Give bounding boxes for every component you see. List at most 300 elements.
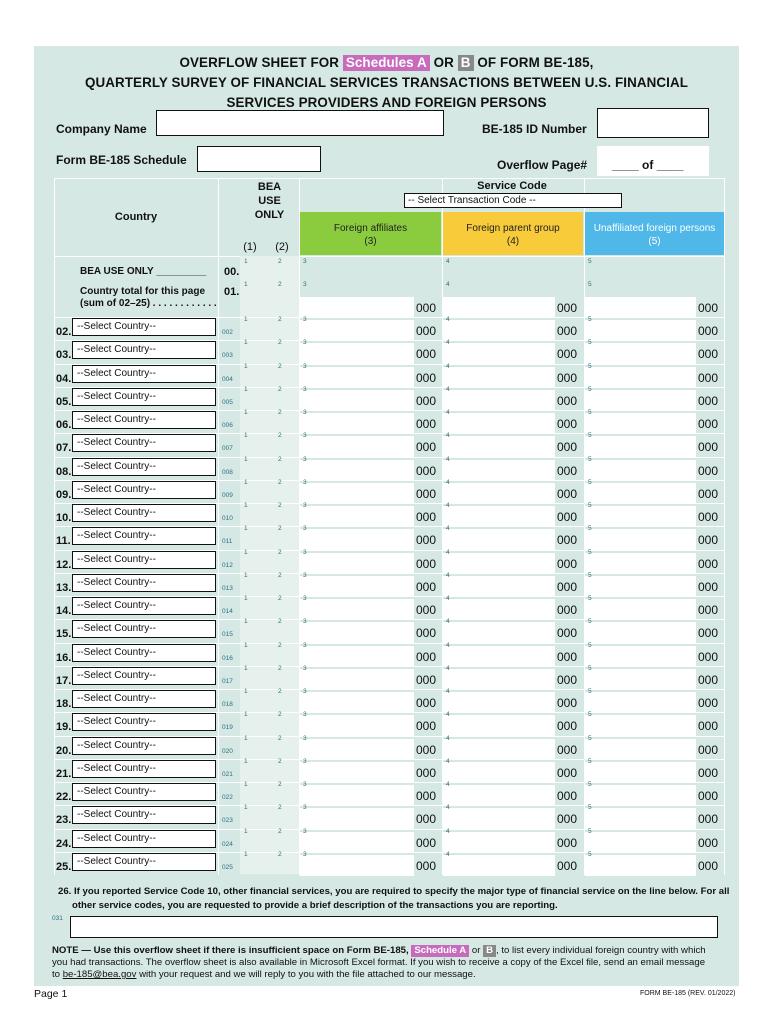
transaction-code-select[interactable]: -- Select Transaction Code --	[404, 193, 622, 208]
amount-input[interactable]	[585, 808, 696, 829]
amount-input[interactable]	[300, 436, 414, 457]
col-code: 3	[303, 409, 307, 416]
amount-input[interactable]	[443, 297, 555, 318]
amount-input[interactable]	[585, 832, 696, 853]
thousands-suffix: 000	[698, 812, 719, 826]
col-code: 2	[278, 339, 282, 346]
country-select[interactable]: --Select Country--	[72, 737, 216, 755]
thousands-suffix: 000	[557, 487, 578, 501]
col-code: 1	[244, 363, 248, 370]
schedule-b-badge: B	[458, 55, 474, 71]
row-number: 03.	[56, 349, 72, 361]
col-code: 5	[588, 281, 592, 288]
col-code: 4	[446, 479, 450, 486]
schedules-a-badge: Schedules A	[343, 55, 430, 71]
thousands-suffix: 000	[698, 487, 719, 501]
col-code: 2	[278, 456, 282, 463]
row-code: 008	[222, 469, 233, 476]
row-code: 017	[222, 678, 233, 685]
col-code: 5	[588, 525, 592, 532]
col-code: 5	[588, 502, 592, 509]
amount-input[interactable]	[300, 460, 414, 481]
col-code: 2	[278, 549, 282, 556]
col-code: 4	[446, 665, 450, 672]
col-code: 1	[244, 595, 248, 602]
row-code: 025	[222, 864, 233, 871]
amount-input[interactable]	[300, 599, 414, 620]
thousands-suffix: 000	[416, 347, 437, 361]
amount-input[interactable]	[443, 367, 555, 388]
amount-input[interactable]	[443, 576, 555, 597]
amount-input[interactable]	[443, 506, 555, 527]
thousands-suffix: 000	[698, 464, 719, 478]
amount-input[interactable]	[300, 855, 414, 876]
col-code: 2	[278, 804, 282, 811]
col-code: 5	[588, 618, 592, 625]
country-select[interactable]: --Select Country--	[72, 853, 216, 871]
amount-input[interactable]	[300, 762, 414, 783]
country-select[interactable]: --Select Country--	[72, 341, 216, 359]
country-select[interactable]: --Select Country--	[72, 504, 216, 522]
col-code: 5	[588, 851, 592, 858]
col-code: 3	[303, 642, 307, 649]
col-code: 1	[244, 316, 248, 323]
note-line-3-rest: with your request and we will reply to you with the file attached to our message.	[139, 969, 476, 980]
amount-input[interactable]	[585, 739, 696, 760]
thousands-suffix: 000	[557, 371, 578, 385]
col-code: 5	[588, 549, 592, 556]
thousands-suffix: 000	[557, 603, 578, 617]
col-code: 3	[303, 735, 307, 742]
amount-input[interactable]	[585, 367, 696, 388]
col-code: 4	[446, 781, 450, 788]
note-line-3	[52, 969, 476, 981]
schedule-input[interactable]	[197, 146, 321, 172]
thousands-suffix: 000	[416, 743, 437, 757]
amount-input[interactable]	[585, 297, 696, 318]
col-code: 4	[446, 758, 450, 765]
amount-input[interactable]	[443, 739, 555, 760]
amount-input[interactable]	[585, 460, 696, 481]
row-number: 02.	[56, 326, 72, 338]
amount-input[interactable]	[585, 622, 696, 643]
country-select[interactable]: --Select Country--	[72, 434, 216, 452]
thousands-suffix: 000	[557, 324, 578, 338]
note-schedule-b-badge: B	[483, 945, 496, 957]
col-code: 3	[303, 339, 307, 346]
id-number-input[interactable]	[597, 108, 709, 138]
amount-input[interactable]	[585, 692, 696, 713]
col-code: 4	[446, 339, 450, 346]
row-number: 06.	[56, 419, 72, 431]
thousands-suffix: 000	[698, 789, 719, 803]
row-number: 13.	[56, 582, 72, 594]
col-code: 4	[446, 409, 450, 416]
col-code: 5	[588, 386, 592, 393]
col-code: 3	[303, 502, 307, 509]
col-code: 4	[446, 258, 450, 265]
title-text-end: OF FORM BE-185,	[477, 55, 594, 70]
col-code: 4	[446, 851, 450, 858]
thousands-suffix: 000	[416, 696, 437, 710]
country-select[interactable]: --Select Country--	[72, 574, 216, 592]
col-code: 1	[244, 258, 248, 265]
company-name-input[interactable]	[156, 110, 444, 136]
row-number: 24.	[56, 838, 72, 850]
thousands-suffix: 000	[698, 580, 719, 594]
title-line-2: QUARTERLY SURVEY OF FINANCIAL SERVICES TRANSACTIONS BETWEEN U.S. FINANCIAL	[84, 75, 689, 90]
schedule-label: Form BE-185 Schedule	[56, 153, 187, 167]
thousands-suffix: 000	[416, 719, 437, 733]
amount-input[interactable]	[300, 529, 414, 550]
amount-input[interactable]	[585, 576, 696, 597]
country-select[interactable]: --Select Country--	[72, 318, 216, 336]
row-code: 024	[222, 841, 233, 848]
amount-input[interactable]	[443, 436, 555, 457]
thousands-suffix: 000	[557, 859, 578, 873]
country-select[interactable]: --Select Country--	[72, 644, 216, 662]
note-schedule-a-badge: Schedule A	[411, 945, 469, 957]
row-number: 07.	[56, 442, 72, 454]
amount-input[interactable]	[443, 855, 555, 876]
amount-input[interactable]	[585, 553, 696, 574]
thousands-suffix: 000	[698, 440, 719, 454]
unaffiliated-num: (5)	[648, 236, 661, 247]
row-number: 19.	[56, 721, 72, 733]
note-or: or	[471, 945, 481, 956]
col-code: 4	[446, 502, 450, 509]
form-revision: FORM BE-185 (REV. 01/2022)	[640, 990, 736, 997]
row-code: 010	[222, 515, 233, 522]
thousands-suffix: 000	[557, 766, 578, 780]
amount-input[interactable]	[443, 599, 555, 620]
email-link[interactable]: be-185@bea.gov	[62, 969, 137, 980]
col-code: 3	[303, 525, 307, 532]
amount-input[interactable]	[443, 669, 555, 690]
bea-use-only-row-label: BEA USE ONLY _________	[80, 266, 207, 277]
col-code: 2	[278, 688, 282, 695]
amount-input[interactable]	[300, 808, 414, 829]
thousands-suffix: 000	[416, 371, 437, 385]
col-code: 3	[303, 316, 307, 323]
row-number: 14.	[56, 605, 72, 617]
country-select[interactable]: --Select Country--	[72, 458, 216, 476]
amount-input[interactable]	[300, 483, 414, 504]
row-code: 020	[222, 748, 233, 755]
thousands-suffix: 000	[698, 673, 719, 687]
thousands-suffix: 000	[698, 557, 719, 571]
row-code: 003	[222, 352, 233, 359]
col-code: 3	[303, 595, 307, 602]
amount-input[interactable]	[443, 390, 555, 411]
amount-input[interactable]	[585, 343, 696, 364]
page-of-text: ____ of ____	[612, 158, 684, 172]
amount-input[interactable]	[300, 669, 414, 690]
country-header: Country	[114, 211, 158, 223]
thousands-suffix: 000	[698, 626, 719, 640]
country-select[interactable]: --Select Country--	[72, 597, 216, 615]
thousands-suffix: 000	[698, 696, 719, 710]
col-code: 1	[244, 618, 248, 625]
amount-input[interactable]	[443, 622, 555, 643]
country-select[interactable]: --Select Country--	[72, 481, 216, 499]
col-code: 3	[303, 258, 307, 265]
col-code: 3	[303, 456, 307, 463]
title-line-3: SERVICES PROVIDERS AND FOREIGN PERSONS	[226, 95, 547, 110]
form-title	[34, 53, 739, 113]
country-select[interactable]: --Select Country--	[72, 411, 216, 429]
amount-input[interactable]	[443, 460, 555, 481]
amount-input[interactable]	[443, 808, 555, 829]
amount-input[interactable]	[300, 413, 414, 434]
country-total-sum: (sum of 02–25) . . . . . . . . . . . .	[80, 298, 217, 309]
col-code: 3	[303, 432, 307, 439]
amount-input[interactable]	[585, 320, 696, 341]
col-code: 1	[244, 828, 248, 835]
col-code: 2	[278, 432, 282, 439]
amount-input[interactable]	[585, 529, 696, 550]
col-code: 3	[303, 281, 307, 288]
amount-input[interactable]	[585, 413, 696, 434]
thousands-suffix: 000	[416, 789, 437, 803]
row-number: 22.	[56, 791, 72, 803]
col-code: 5	[588, 735, 592, 742]
thousands-suffix: 000	[557, 301, 578, 315]
thousands-suffix: 000	[416, 603, 437, 617]
col-code: 5	[588, 828, 592, 835]
amount-input[interactable]	[300, 343, 414, 364]
col-code: 4	[446, 735, 450, 742]
thousands-suffix: 000	[416, 487, 437, 501]
col-code: 2	[278, 828, 282, 835]
country-select[interactable]: --Select Country--	[72, 365, 216, 383]
amount-input[interactable]	[300, 297, 414, 318]
company-name-label: Company Name	[56, 122, 147, 136]
amount-input[interactable]	[300, 715, 414, 736]
country-select[interactable]: --Select Country--	[72, 551, 216, 569]
amount-input[interactable]	[443, 762, 555, 783]
col-code: 5	[588, 711, 592, 718]
amount-input[interactable]	[585, 762, 696, 783]
col-code: 5	[588, 432, 592, 439]
col-code: 4	[446, 572, 450, 579]
col-code: 5	[588, 642, 592, 649]
amount-input[interactable]	[300, 576, 414, 597]
parent-text: Foreign parent group	[466, 223, 560, 234]
country-select[interactable]: --Select Country--	[72, 783, 216, 801]
col-code: 4	[446, 804, 450, 811]
row-code: 013	[222, 585, 233, 592]
amount-input[interactable]	[443, 785, 555, 806]
thousands-suffix: 000	[416, 324, 437, 338]
col-code: 5	[588, 688, 592, 695]
col-code: 1	[244, 642, 248, 649]
row-number: 08.	[56, 466, 72, 478]
col-code: 2	[278, 618, 282, 625]
col-code: 4	[446, 642, 450, 649]
row-number: 25.	[56, 861, 72, 873]
country-select[interactable]: --Select Country--	[72, 760, 216, 778]
thousands-suffix: 000	[698, 324, 719, 338]
service-code-header: Service Code	[477, 180, 547, 192]
col-code: 1	[244, 665, 248, 672]
col-code: 4	[446, 432, 450, 439]
col-code: 2	[278, 502, 282, 509]
title-or: OR	[433, 55, 454, 70]
amount-input[interactable]	[585, 436, 696, 457]
country-select[interactable]: --Select Country--	[72, 527, 216, 545]
thousands-suffix: 000	[557, 580, 578, 594]
amount-input[interactable]	[443, 529, 555, 550]
row-code: 014	[222, 608, 233, 615]
thousands-suffix: 000	[698, 859, 719, 873]
note-line-2: you had transactions. The overflow sheet is also available in Microsoft Excel format. If you wish to receive a copy of the Excel file, send an email message	[52, 957, 706, 968]
amount-input[interactable]	[443, 320, 555, 341]
line-26-text-1: 26. If you reported Service Code 10, other financial services, you are required to specify the major type of financial service on the line below. For all	[58, 886, 730, 897]
row-code: 023	[222, 817, 233, 824]
country-select[interactable]: --Select Country--	[72, 667, 216, 685]
col-code: 1	[244, 281, 248, 288]
thousands-suffix: 000	[416, 673, 437, 687]
amount-input[interactable]	[300, 692, 414, 713]
amount-input[interactable]	[300, 506, 414, 527]
country-select[interactable]: --Select Country--	[72, 830, 216, 848]
col1-header: (1)	[243, 241, 257, 253]
col2-header: (2)	[275, 241, 289, 253]
thousands-suffix: 000	[698, 533, 719, 547]
row-code: 005	[222, 399, 233, 406]
col-code: 5	[588, 316, 592, 323]
amount-input[interactable]	[585, 390, 696, 411]
row-number: 20.	[56, 745, 72, 757]
thousands-suffix: 000	[416, 812, 437, 826]
amount-input[interactable]	[585, 855, 696, 876]
amount-input[interactable]	[585, 785, 696, 806]
col-code: 5	[588, 572, 592, 579]
thousands-suffix: 000	[416, 533, 437, 547]
col-code: 1	[244, 456, 248, 463]
amount-input[interactable]	[443, 483, 555, 504]
unaffiliated-header	[585, 212, 724, 255]
amount-input[interactable]	[585, 599, 696, 620]
col-code: 4	[446, 456, 450, 463]
row-code: 006	[222, 422, 233, 429]
col-code: 4	[446, 363, 450, 370]
country-select[interactable]: --Select Country--	[72, 690, 216, 708]
row-code: 004	[222, 376, 233, 383]
amount-input[interactable]	[443, 553, 555, 574]
amount-input[interactable]	[300, 646, 414, 667]
amount-input[interactable]	[300, 832, 414, 853]
amount-input[interactable]	[300, 367, 414, 388]
amount-input[interactable]	[443, 692, 555, 713]
grid-line	[54, 178, 725, 179]
thousands-suffix: 000	[698, 719, 719, 733]
amount-input[interactable]	[443, 413, 555, 434]
col-code: 4	[446, 281, 450, 288]
thousands-suffix: 000	[557, 650, 578, 664]
col-code: 1	[244, 386, 248, 393]
thousands-suffix: 000	[557, 743, 578, 757]
amount-input[interactable]	[585, 669, 696, 690]
amount-input[interactable]	[443, 646, 555, 667]
amount-input[interactable]	[300, 739, 414, 760]
line-26-description-input[interactable]	[70, 916, 718, 938]
amount-input[interactable]	[300, 320, 414, 341]
col-code: 2	[278, 363, 282, 370]
amount-input[interactable]	[300, 622, 414, 643]
thousands-suffix: 000	[557, 510, 578, 524]
foreign-parent-header	[443, 212, 583, 255]
row-number: 04.	[56, 373, 72, 385]
row-code: 007	[222, 445, 233, 452]
row-code: 002	[222, 329, 233, 336]
col-code: 5	[588, 456, 592, 463]
row-number: 12.	[56, 559, 72, 571]
thousands-suffix: 000	[557, 464, 578, 478]
col-code: 3	[303, 479, 307, 486]
thousands-suffix: 000	[557, 696, 578, 710]
amount-input[interactable]	[300, 785, 414, 806]
amount-input[interactable]	[443, 715, 555, 736]
country-select[interactable]: --Select Country--	[72, 806, 216, 824]
thousands-suffix: 000	[416, 417, 437, 431]
amount-input[interactable]	[585, 506, 696, 527]
thousands-suffix: 000	[698, 347, 719, 361]
thousands-suffix: 000	[557, 417, 578, 431]
col-code: 1	[244, 409, 248, 416]
amount-input[interactable]	[443, 832, 555, 853]
row-code: 016	[222, 655, 233, 662]
amount-input[interactable]	[585, 715, 696, 736]
country-select[interactable]: --Select Country--	[72, 388, 216, 406]
col-code: 2	[278, 758, 282, 765]
col-code: 3	[303, 804, 307, 811]
foreign-affiliates-header	[300, 212, 441, 255]
thousands-suffix: 000	[557, 394, 578, 408]
col-code: 2	[278, 851, 282, 858]
thousands-suffix: 000	[416, 626, 437, 640]
col-code: 2	[278, 711, 282, 718]
thousands-suffix: 000	[557, 533, 578, 547]
thousands-suffix: 000	[416, 440, 437, 454]
amount-input[interactable]	[443, 343, 555, 364]
country-select[interactable]: --Select Country--	[72, 620, 216, 638]
amount-input[interactable]	[300, 553, 414, 574]
amount-input[interactable]	[585, 646, 696, 667]
row-01-number: 01.	[224, 286, 240, 298]
thousands-suffix: 000	[416, 557, 437, 571]
line-26-code: 031	[52, 915, 63, 922]
row-number: 21.	[56, 768, 72, 780]
col-code: 2	[278, 595, 282, 602]
country-select[interactable]: --Select Country--	[72, 713, 216, 731]
thousands-suffix: 000	[698, 510, 719, 524]
amount-input[interactable]	[585, 483, 696, 504]
thousands-suffix: 000	[698, 766, 719, 780]
thousands-suffix: 000	[698, 650, 719, 664]
line-26-text-2: other service codes, you are requested to provide a brief description of the transactions you are reporting.	[72, 900, 558, 911]
bea-text: BEA	[257, 181, 282, 193]
col-code: 2	[278, 281, 282, 288]
thousands-suffix: 000	[698, 394, 719, 408]
col-code: 2	[278, 642, 282, 649]
thousands-suffix: 000	[416, 859, 437, 873]
col-code: 5	[588, 258, 592, 265]
thousands-suffix: 000	[557, 347, 578, 361]
amount-input[interactable]	[300, 390, 414, 411]
thousands-suffix: 000	[416, 650, 437, 664]
